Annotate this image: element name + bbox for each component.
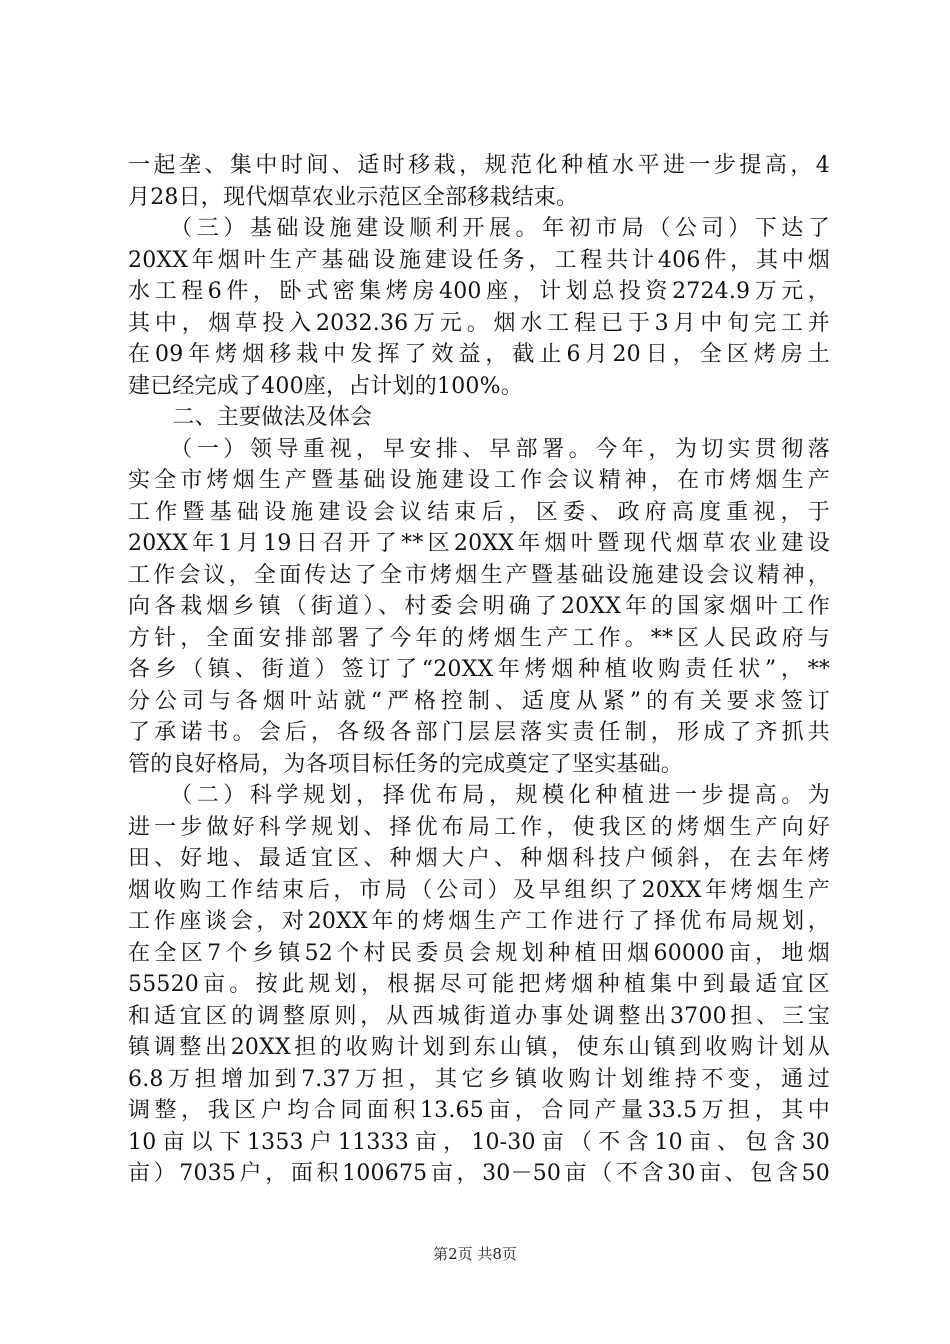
text-line: 10亩以下1353户11333亩，10-30亩（不含10亩、包含30 <box>128 1129 830 1155</box>
text-line: 工作座谈会，对20XX年的烤烟生产工作进行了择优布局规划， <box>128 909 830 934</box>
text-line: 建已经完成了400座，占计划的100%。 <box>128 373 523 399</box>
text-line: 田、好地、最适宜区、种烟大户、种烟科技户倾斜，在去年烤 <box>128 846 830 871</box>
text-line: （二）科学规划，择优布局，规模化种植进一步提高。为 <box>128 783 830 808</box>
text-line: 分公司与各烟叶站就“严格控制、适度从紧”的有关要求签订 <box>128 688 830 714</box>
text-line: 月28日，现代烟草农业示范区全部移栽结束。 <box>128 184 579 210</box>
document-body <box>128 150 830 1190</box>
text-line: 在09年烤烟移栽中发挥了效益，截止6月20日，全区烤房土 <box>128 342 830 367</box>
text-line: 进一步做好科学规划、择优布局工作，使我区的烤烟生产向好 <box>128 814 830 840</box>
text-line: 水工程6件，卧式密集烤房400座，计划总投资2724.9万元， <box>128 279 830 304</box>
text-line: 调整，我区户均合同面积13.65亩，合同产量33.5万担，其中 <box>128 1098 830 1123</box>
section-heading: 二、主要做法及体会 <box>128 405 373 430</box>
text-line: 实全市烤烟生产暨基础设施建设工作会议精神，在市烤烟生产 <box>128 468 830 493</box>
text-line: 和适宜区的调整原则，从西城街道办事处调整出3700担、三宝 <box>128 1003 830 1029</box>
text-line: 20XX年烟叶生产基础设施建设任务，工程共计406件，其中烟 <box>128 247 830 273</box>
text-line: 方针，全面安排部署了今年的烤烟生产工作。**区人民政府与 <box>128 625 830 651</box>
text-line: 55520亩。按此规划，根据尽可能把烤烟种植集中到最适宜区 <box>128 972 830 997</box>
text-line: 其中，烟草投入2032.36万元。烟水工程已于3月中旬完工并 <box>128 310 830 336</box>
text-line: 向各栽烟乡镇（街道）、村委会明确了20XX年的国家烟叶工作 <box>128 594 830 619</box>
text-line: 6.8万担增加到7.37万担，其它乡镇收购计划维持不变，通过 <box>128 1066 830 1092</box>
text-line: 了承诺书。会后，各级各部门层层落实责任制，形成了齐抓共 <box>128 720 830 745</box>
text-line: 镇调整出20XX担的收购计划到东山镇，使东山镇到收购计划从 <box>128 1035 830 1060</box>
text-line: 管的良好格局，为各项目标任务的完成奠定了坚实基础。 <box>128 751 684 777</box>
text-line: 20XX年1月19日召开了**区20XX年烟叶暨现代烟草农业建设 <box>128 531 830 556</box>
text-line: （一）领导重视，早安排、早部署。今年，为切实贯彻落 <box>128 436 830 462</box>
text-line: （三）基础设施建设顺利开展。年初市局（公司）下达了 <box>128 216 830 241</box>
text-line: 亩）7035户，面积100675亩，30－50亩（不含30亩、包含50 <box>128 1161 830 1186</box>
text-line: 工作会议，全面传达了全市烤烟生产暨基础设施建设会议精神， <box>128 562 830 588</box>
text-line: 在全区7个乡镇52个村民委员会规划种植田烟60000亩，地烟 <box>128 940 830 966</box>
text-line: 烟收购工作结束后，市局（公司）及早组织了20XX年烤烟生产 <box>128 877 830 903</box>
text-line: 各乡（镇、街道）签订了“20XX年烤烟种植收购责任状”，** <box>128 657 830 682</box>
text-line: 一起垄、集中时间、适时移栽，规范化种植水平进一步提高，4 <box>128 153 830 178</box>
page-number-footer: 第2页 共8页 <box>433 1245 517 1263</box>
text-line: 工作暨基础设施建设会议结束后，区委、政府高度重视，于 <box>128 499 830 525</box>
